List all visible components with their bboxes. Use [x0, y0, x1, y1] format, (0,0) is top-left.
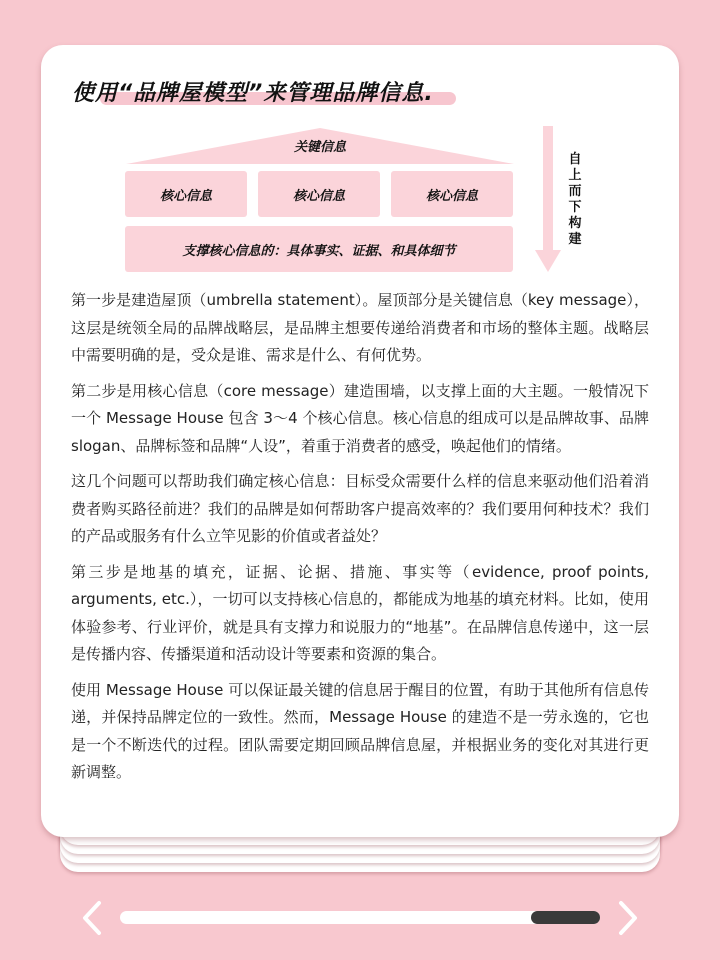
paragraph: 第一步是建造屋顶（umbrella statement）。屋顶部分是关键信息（key message），这层是统领全局的品牌战略层，是品牌主想要传递给消费者和市场的整体主题。战略层中需要明确的是，受众是谁、需求是什么、有何优势。	[71, 291, 649, 364]
pillar-core-message: 核心信息	[391, 171, 513, 217]
article-body	[71, 287, 649, 795]
paragraph: 这几个问题可以帮助我们确定核心信息：目标受众需要什么样的信息来驱动他们沿着消费者购买路径前进？我们的品牌是如何帮助客户提高效率的？我们要用何种技术？我们的产品或服务有什么立竿见影的价值或者益处？	[71, 472, 649, 545]
down-arrow-icon	[535, 126, 561, 274]
progress-track[interactable]	[120, 911, 600, 924]
roof-label: 关键信息	[293, 140, 346, 155]
chevron-right-icon[interactable]	[616, 900, 640, 936]
paragraph: 使用 Message House 可以保证最关键的信息居于醒目的位置，有助于其他所有信息传递，并保持品牌定位的一致性。然而，Message House 的建造不是一劳永逸的，它也是一个不断迭代的过程。团队需要定期回顾品牌信息屋，并根据业务的变化对其进行更新调整。	[71, 680, 649, 781]
house-foundation: 支撑核心信息的：具体事实、证据、和具体细节	[125, 226, 513, 272]
page-title: 使用“品牌屋模型”来管理品牌信息.	[72, 81, 434, 106]
top-down-label: 自上而下构建	[568, 152, 582, 247]
pillar-core-message: 核心信息	[125, 171, 247, 217]
progress-thumb[interactable]	[531, 911, 600, 924]
paragraph: 第三步是地基的填充，证据、论据、措施、事实等（evidence, proof points, arguments, etc.），一切可以支持核心信息的，都能成为地基的填充材料。比如，使用体验参考、行业评价，就是具有支撑力和说服力的“地基”。在品牌信息传递中，这一层是传播内容、传播渠道和活动设计等要素和资源的集合。	[71, 562, 649, 663]
pillar-core-message: 核心信息	[258, 171, 380, 217]
paragraph: 第二步是用核心信息（core message）建造围墙，以支撑上面的大主题。一般情况下一个 Message House 包含 3～4 个核心信息。核心信息的组成可以是品牌故事、品牌slogan、品牌标签和品牌“人设”，着重于消费者的感受，唤起他们的情绪。	[71, 381, 649, 455]
chevron-left-icon[interactable]	[80, 900, 104, 936]
